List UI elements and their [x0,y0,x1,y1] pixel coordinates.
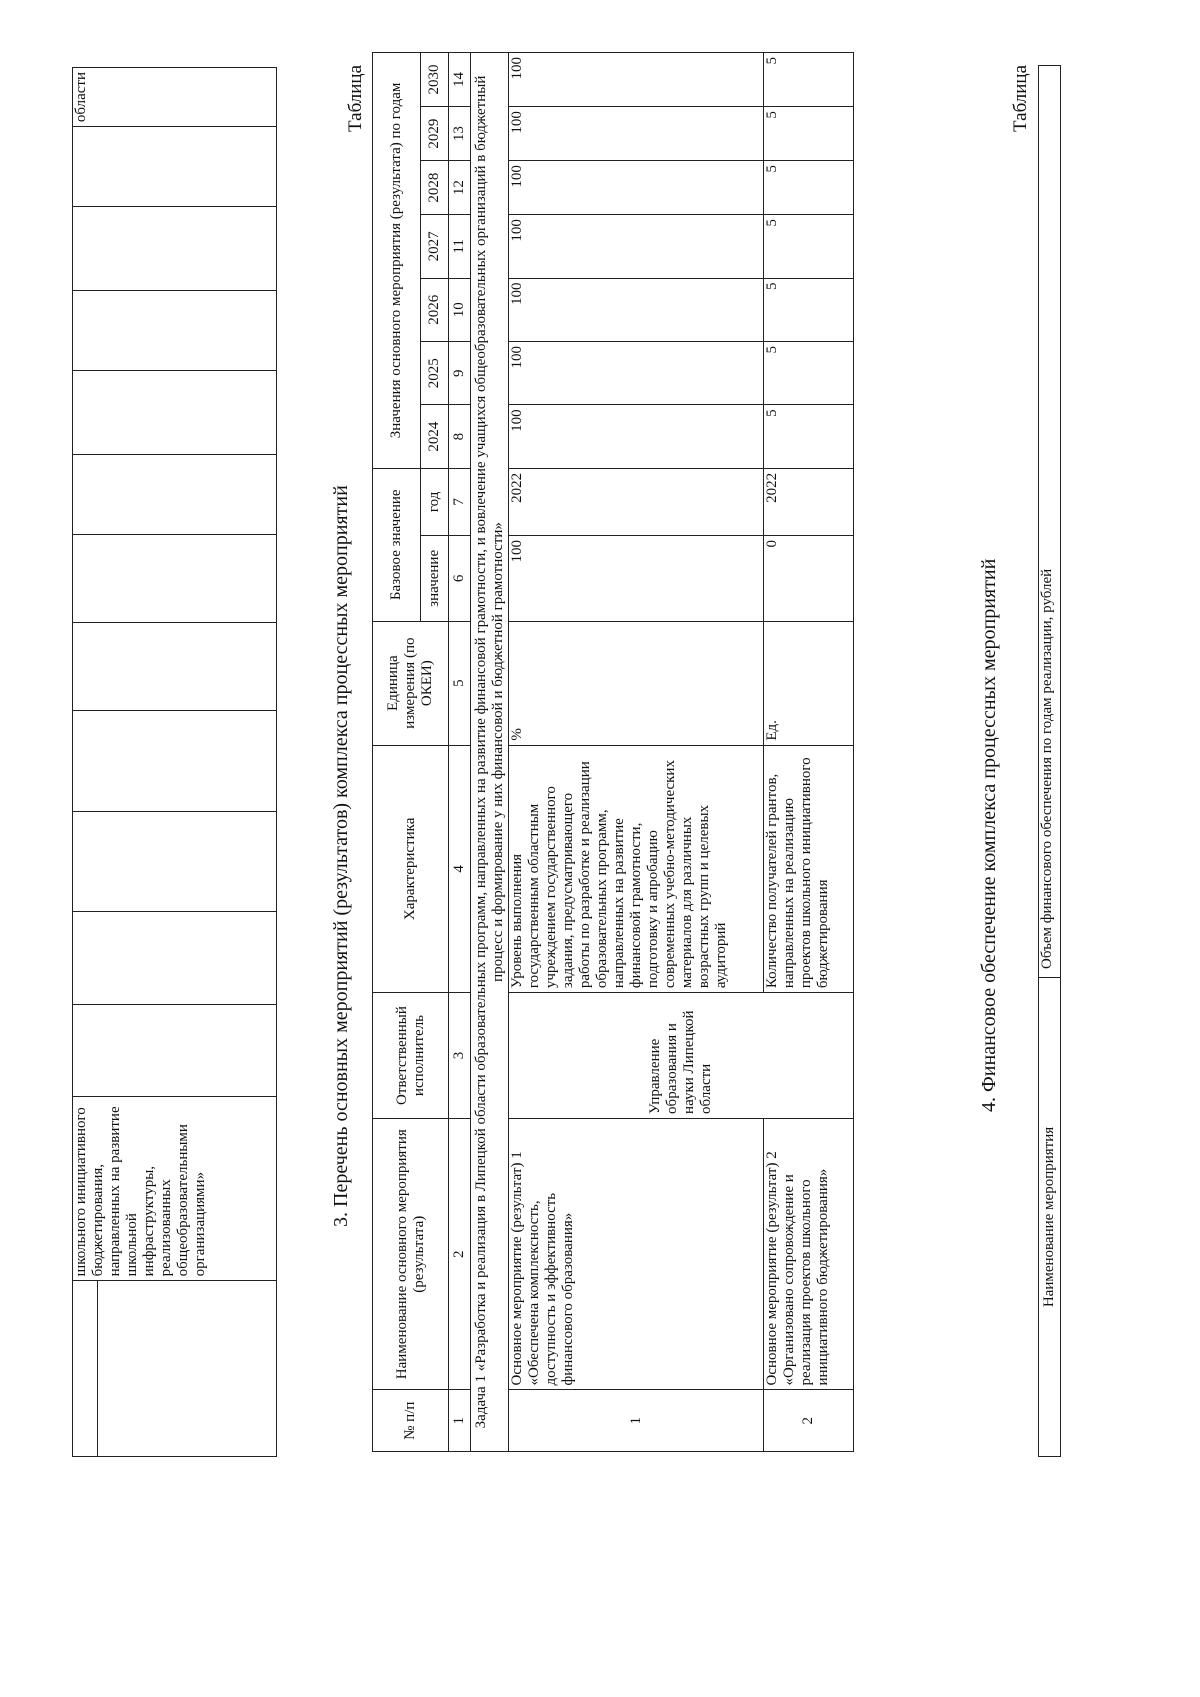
prev-cell [73,207,277,291]
row-value: 5 [764,278,854,341]
header-values: Значения основного мероприятия (результата) по годам [373,53,421,469]
row-name: Основное мероприятие (результат) 2 «Организовано сопровождение и реализация проектов школьного инициативного бюджетирования» [764,1118,854,1390]
col-number: 9 [449,341,471,404]
main-events-table [372,52,854,1452]
row-value: 100 [509,278,764,341]
col-number: 8 [449,405,471,468]
col-number: 2 [449,1118,471,1390]
row-value: 5 [764,405,854,468]
row-value: 100 [509,341,764,404]
header-year: 2028 [421,161,449,215]
header-year: 2027 [421,215,449,278]
row-num: 2 [764,1390,854,1452]
row-value: 100 [509,405,764,468]
col-number: 5 [449,621,471,745]
prev-cell [73,912,277,1004]
section4-title: 4. Финансовое обеспечение комплекса процессных мероприятий [978,558,1000,1112]
row-characteristic: Уровень выполнения государственным областным учреждением государственного задания, предусматривающего работы по разработке и реализации образовательных программ, направленных на развитие финансовой грамотности, подготовку и апробацию современных учебно-методических материалов для различных возрастных групп и целевых аудиторий [509,745,764,993]
row-base-year: 2022 [764,468,854,535]
header-num: № п/п [373,1390,449,1452]
col-number: 3 [449,993,471,1119]
header-base: Базовое значение [373,468,421,621]
header-year: 2029 [421,107,449,161]
col-number: 6 [449,535,471,621]
row-base-value: 0 [764,535,854,621]
col-number: 10 [449,278,471,341]
col-number: 1 [449,1390,471,1452]
col-number: 7 [449,468,471,535]
prev-cell [73,534,277,622]
header-responsible: Ответственный исполнитель [373,993,449,1119]
previous-table-fragment [72,67,277,1457]
prev-cell [73,711,277,812]
row-responsible: Управление образования и науки Липецкой области [509,993,854,1119]
prev-cell-empty [73,1281,98,1457]
task-row: Задача 1 «Разработка и реализация в Липецкой области образовательных программ, направленных на развитие финансовой грамотности, и вовлечение учащихся общеобразовательных организаций в бюджетный процесс и формирование у них финансовой и бюджетной грамотности» [471,53,509,1452]
col-number: 14 [449,53,471,107]
prev-cell [73,622,277,710]
col-number: 4 [449,745,471,993]
prev-cell-empty [98,1281,277,1457]
row-name: Основное мероприятие (результат) 1 «Обеспечена комплексность, доступность и эффективность финансового образования» [509,1118,764,1390]
header-year: 2025 [421,341,449,404]
row-value: 100 [509,215,764,278]
finance-header-volume: Объем финансового обеспечения по годам реализации, рублей [1039,66,1061,978]
prev-cell [73,811,277,912]
prev-cell [73,127,277,207]
section3-title: 3. Перечень основных мероприятий (результатов) комплекса процессных мероприятий [330,485,352,1227]
prev-cell-text: школьного инициативного бюджетирования, направленных на развитие школьной инфраструктуры, реализованных общеобразовательными организациями» [73,1096,277,1280]
header-base-year: год [421,468,449,535]
row-value: 100 [509,107,764,161]
header-year: 2026 [421,278,449,341]
section4-table-label: Таблица [1010,64,1031,132]
prev-cell-region: области [73,68,277,127]
header-unit: Единица измерения (по ОКЕИ) [373,621,449,745]
header-name: Наименование основного мероприятия (результата) [373,1118,449,1390]
header-year: 2024 [421,405,449,468]
row-value: 5 [764,53,854,107]
row-num: 1 [509,1390,764,1452]
col-number: 12 [449,161,471,215]
prev-cell [73,1004,277,1096]
row-value: 100 [509,161,764,215]
section3-table-label: Таблица [345,64,366,132]
row-value: 5 [764,341,854,404]
row-base-year: 2022 [509,468,764,535]
finance-header-name: Наименование мероприятия [1039,978,1061,1457]
prev-cell [73,454,277,534]
row-characteristic: Количество получателей грантов, направленных на реализацию проектов школьного инициативного бюджетирования [764,745,854,993]
row-value: 5 [764,161,854,215]
row-value: 100 [509,53,764,107]
prev-cell [73,370,277,454]
row-value: 5 [764,107,854,161]
row-value: 5 [764,215,854,278]
header-base-value: значение [421,535,449,621]
row-base-value: 100 [509,535,764,621]
finance-table [1038,65,1061,1457]
prev-cell [73,291,277,371]
row-unit: Ед. [764,621,854,745]
col-number: 11 [449,215,471,278]
header-characteristic: Характеристика [373,745,449,993]
header-year: 2030 [421,53,449,107]
col-number: 13 [449,107,471,161]
row-unit: % [509,621,764,745]
